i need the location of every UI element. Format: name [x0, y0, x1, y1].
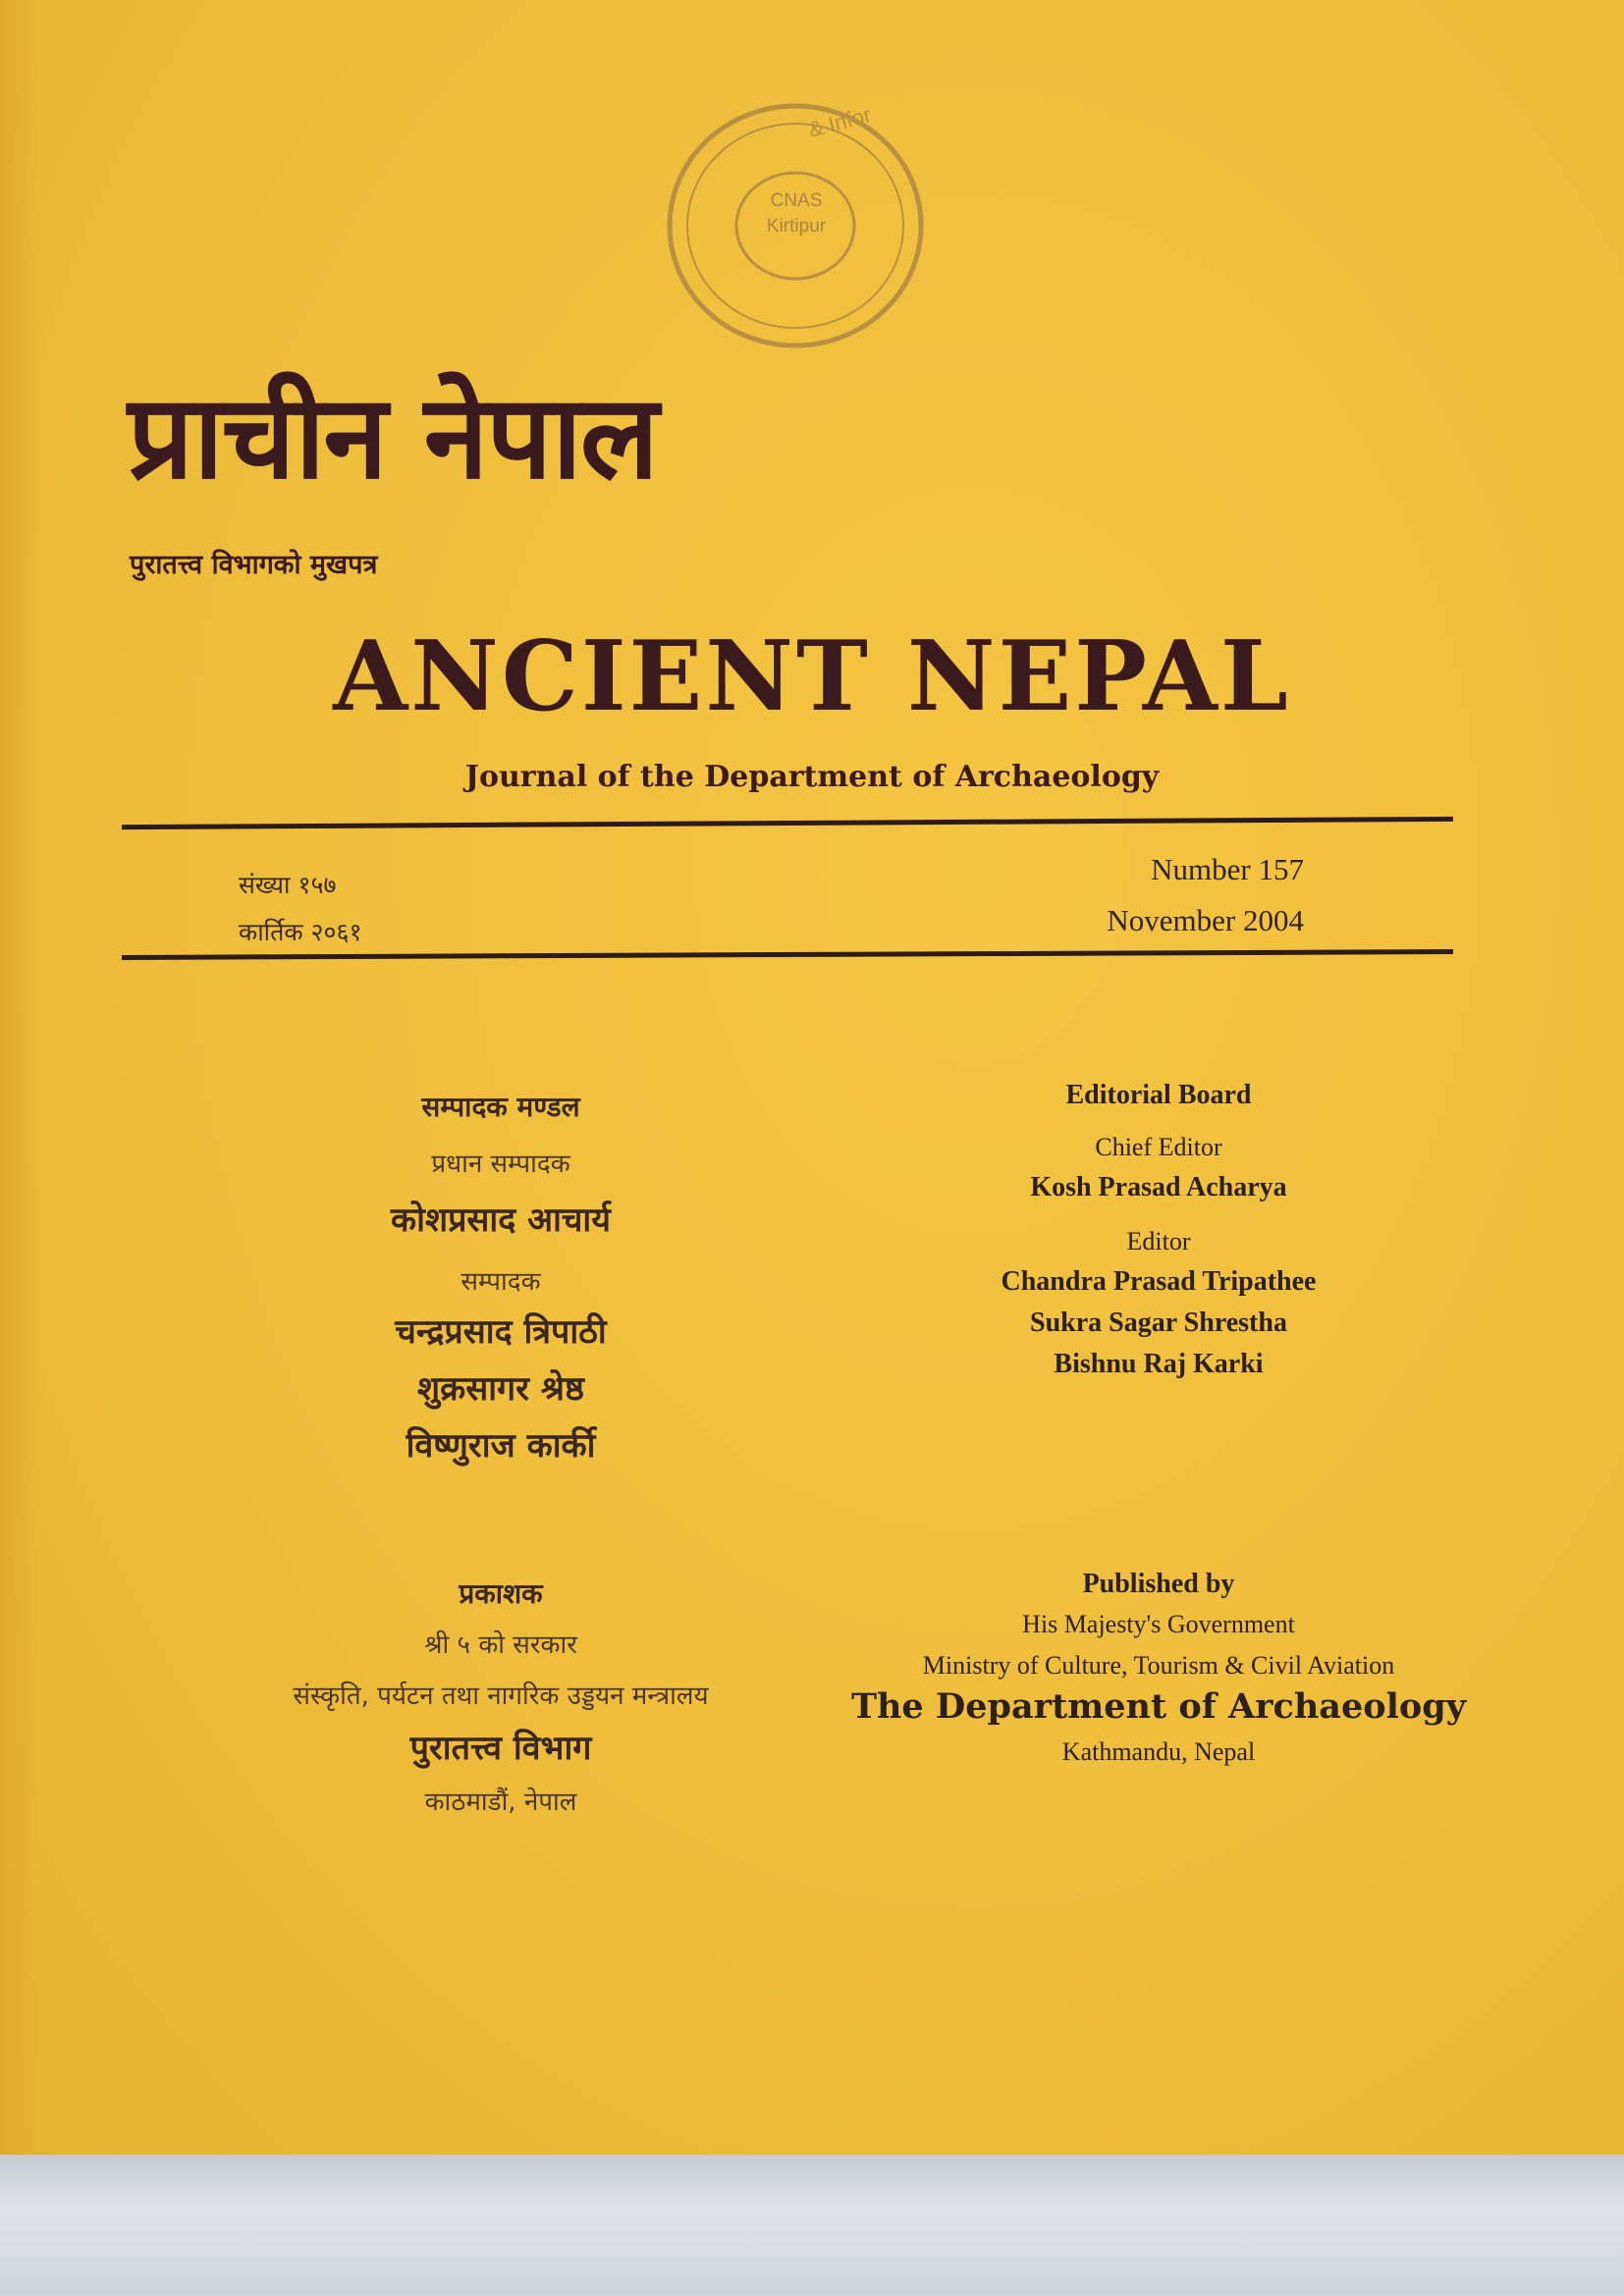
stamp-line-1: CNAS [770, 190, 823, 211]
bottom-rule [122, 949, 1453, 960]
stamp-ring-text: & Infor [805, 101, 874, 142]
ministry-line-english: Ministry of Culture, Tourism & Civil Aviation [922, 1651, 1395, 1680]
ministry-line-nepali: संस्कृति, पर्यटन तथा नागरिक उड्डयन मन्त्रालय [293, 1682, 709, 1711]
issue-date-english: November 2004 [1107, 903, 1304, 937]
chief-editor-name-english: Kosh Prasad Acharya [1030, 1172, 1287, 1202]
government-line-nepali: श्री ५ को सरकार [424, 1630, 577, 1660]
editorial-board-label-english: Editorial Board [1065, 1080, 1252, 1110]
editor-name-nepali: विष्णुराज कार्की [406, 1426, 596, 1466]
masthead-title-english: ANCIENT NEPAL [333, 620, 1291, 733]
masthead-subtitle-nepali: पुरातत्त्व विभागको मुखपत्र [130, 550, 378, 580]
publisher-nepali [88, 1569, 913, 1824]
issue-date-nepali: कार्तिक २०६१ [239, 918, 362, 946]
chief-editor-role-nepali: प्रधान सम्पादक [431, 1149, 570, 1179]
scanner-background [0, 2155, 1624, 2296]
masthead-title-nepali: प्राचीन नेपाल [128, 369, 657, 505]
editor-name-english: Bishnu Raj Karki [1054, 1349, 1264, 1379]
government-line-english: His Majesty's Government [1022, 1610, 1295, 1638]
editorial-board-english [815, 1078, 1502, 1392]
editorial-board-nepali [245, 1078, 756, 1470]
chief-editor-role-english: Chief Editor [1095, 1133, 1222, 1161]
top-rule [122, 817, 1453, 829]
publisher-label-nepali: प्रकाशक [459, 1577, 543, 1610]
editorial-board-label-nepali: सम्पादक मण्डल [421, 1091, 580, 1123]
editor-name-nepali: चन्द्रप्रसाद त्रिपाठी [395, 1312, 607, 1352]
department-name-english: The Department of Archaeology [850, 1686, 1467, 1727]
location-english: Kathmandu, Nepal [1061, 1737, 1256, 1766]
issue-number-english: Number 157 [1151, 852, 1304, 886]
issue-number-nepali: संख्या १५७ [239, 871, 337, 899]
editor-role-nepali: सम्पादक [460, 1267, 541, 1297]
chief-editor-name-nepali: कोशप्रसाद आचार्य [391, 1201, 611, 1240]
masthead-subtitle-english: Journal of the Department of Archaeology [464, 760, 1160, 794]
editor-role-english: Editor [1126, 1227, 1191, 1255]
publisher-english [795, 1569, 1522, 1785]
editor-name-english: Sukra Sagar Shrestha [1030, 1308, 1287, 1338]
stamp-core [738, 188, 854, 283]
publisher-label-english: Published by [1082, 1569, 1235, 1599]
editor-name-nepali: शुक्रसागर श्रेष्ठ [416, 1369, 584, 1409]
stamp-line-2: Kirtipur [766, 216, 827, 237]
editor-name-english: Chandra Prasad Tripathee [1001, 1266, 1317, 1297]
location-nepali: काठमाडौं, नेपाल [424, 1788, 577, 1817]
department-name-nepali: पुरातत्त्व विभाग [409, 1729, 592, 1768]
